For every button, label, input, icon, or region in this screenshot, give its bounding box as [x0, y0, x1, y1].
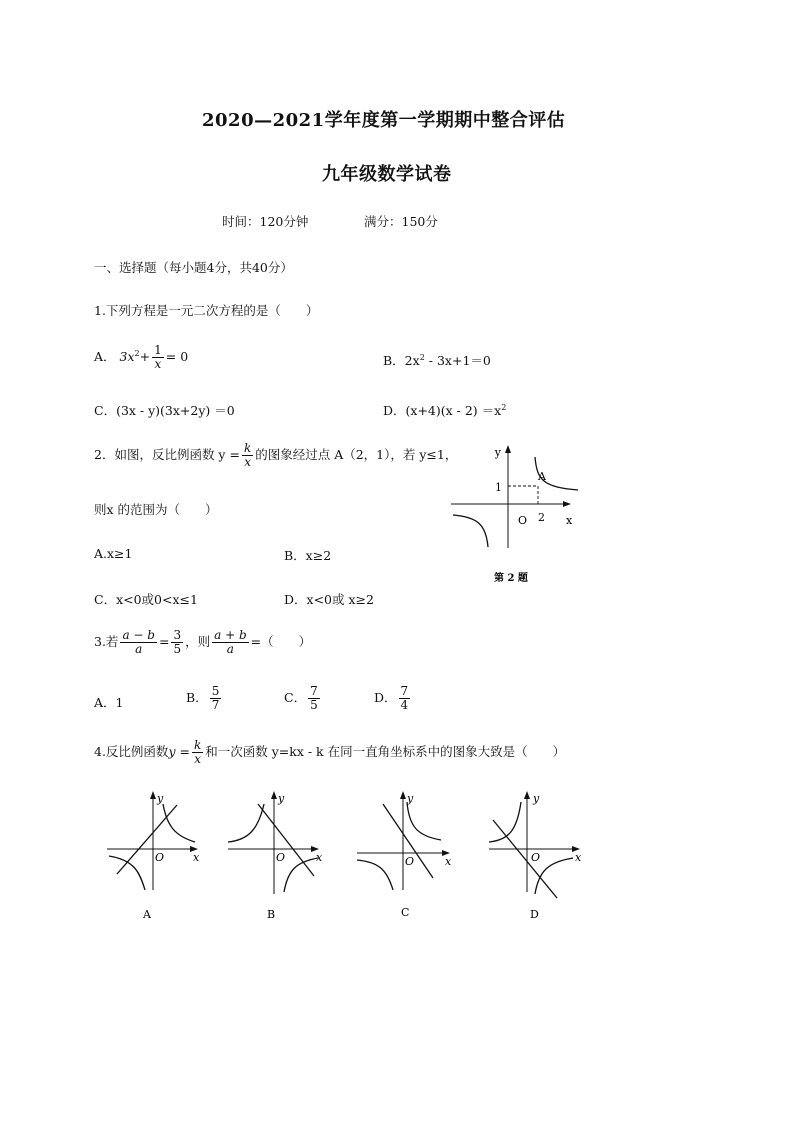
q4-graph-a [105, 790, 205, 925]
x-label: x [445, 855, 452, 868]
q2-option-c: C．x<0或0<x≤1 [94, 592, 198, 607]
fraction-den: 5 [173, 642, 182, 656]
tick-label-2: 2 [538, 511, 545, 524]
y-label: y [494, 446, 501, 459]
section-heading: 一、选择题（每小题4分，共40分） [94, 260, 293, 275]
x-label: x [566, 514, 573, 527]
q1-stem: 1.下列方程是一元二次方程的是（ ） [94, 303, 319, 318]
stem-text: 2．如图，反比例函数 y = [94, 447, 240, 462]
option-tail: - 3x+1＝0 [424, 353, 491, 368]
exponent: 2 [134, 348, 140, 358]
option-label: C． [284, 690, 307, 705]
hyperbola-branch-right [535, 858, 573, 894]
fraction-num: a − b [122, 628, 155, 642]
x-axis-arrow-icon [563, 501, 571, 507]
q4-stem [94, 739, 565, 766]
q4-graph-b [226, 790, 326, 925]
y-axis-arrow-icon [505, 445, 511, 453]
y-label: y [407, 792, 414, 805]
q2-figure [448, 445, 588, 590]
y-axis-arrow-icon [271, 791, 277, 799]
stem-text: 的图象经过点 A（2，1），若 y≤1， [255, 447, 458, 462]
q3-option-d [374, 685, 412, 712]
fraction-den: a [226, 642, 234, 656]
q1-option-d [383, 401, 506, 419]
fraction-den: x [194, 752, 201, 766]
q4-graph-d [487, 790, 587, 925]
fraction-3 [212, 629, 249, 656]
y-label: y [157, 792, 164, 805]
tick-label-1: 1 [495, 481, 502, 494]
q3-option-b [186, 685, 223, 712]
option-label: B． [186, 690, 208, 705]
fraction-num: 3 [173, 628, 182, 642]
fraction [152, 344, 164, 371]
fraction-num: k [193, 738, 202, 752]
fraction-num: 7 [400, 684, 409, 698]
q3-stem [94, 629, 311, 656]
fraction-2 [171, 629, 183, 656]
fraction-num: 5 [211, 684, 220, 698]
origin-label: O [155, 851, 165, 864]
q3-option-a: A．1 [94, 695, 124, 710]
stem-text: 和一次函数 y=kx - k 在同一直角坐标系中的图象大致是（ ） [205, 744, 566, 759]
hyperbola-branch-left [453, 515, 488, 547]
hyperbola-branch-right [163, 804, 195, 842]
option-label: A． [94, 349, 116, 364]
fraction [308, 685, 320, 712]
option-text: B．2x [383, 353, 420, 368]
stem-text: =（ ） [250, 634, 312, 649]
hyperbola-branch-left [228, 804, 264, 842]
q2-option-b: B．x≥2 [284, 548, 332, 563]
fraction-den: 7 [211, 698, 220, 712]
graph-letter: D [530, 908, 539, 921]
point-a-label: A [538, 470, 546, 483]
hyperbola-branch-right [407, 802, 441, 840]
plus-sign: + [139, 349, 151, 364]
fraction-den: 5 [310, 698, 318, 712]
exam-subtitle: 九年级数学试卷 [322, 164, 452, 185]
origin-label: O [531, 851, 541, 864]
q2-stem [94, 442, 457, 469]
fraction-den: x [154, 357, 162, 371]
graph-letter: A [143, 908, 151, 921]
option-text: D．(x+4)(x - 2) ＝x [383, 403, 502, 418]
hyperbola-branch-left [357, 860, 393, 890]
fraction-1 [120, 629, 157, 656]
fraction-num: 7 [310, 684, 318, 698]
exponent: 2 [419, 352, 425, 362]
q2-option-d: D．x<0或 x≥2 [284, 592, 374, 607]
line-graph [117, 805, 177, 874]
x-label: x [193, 851, 200, 864]
q4-graph-c [355, 790, 455, 925]
fraction-num: k [243, 441, 252, 455]
math-tail: = 0 [165, 349, 189, 364]
fraction-num: 1 [154, 343, 162, 357]
q3-option-c [284, 685, 322, 712]
q2-option-a: A.x≥1 [94, 546, 133, 561]
origin-label: O [276, 851, 286, 864]
figure-caption: 第 2 题 [494, 573, 528, 584]
exponent: 2 [501, 402, 507, 412]
fraction-den: x [244, 455, 251, 469]
fraction-num: a + b [214, 628, 247, 642]
fraction [210, 685, 222, 712]
stem-text: 3.若 [94, 634, 119, 649]
fraction [399, 685, 411, 712]
stem-text: ，则 [185, 634, 211, 649]
math-expr: 3x [119, 349, 135, 364]
fraction-den: a [135, 642, 143, 656]
q1-option-c: C．(3x - y)(3x+2y) ＝0 [94, 403, 235, 418]
q1-option-b [383, 351, 491, 369]
fraction [192, 739, 203, 766]
x-label: x [316, 851, 323, 864]
x-label: x [575, 851, 582, 864]
graph-letter: C [401, 906, 410, 919]
math-y: y = [168, 744, 190, 759]
hyperbola-branch-left [109, 856, 145, 890]
y-axis-arrow-icon [150, 791, 156, 799]
stem-text: 4.反比例函数 [94, 744, 169, 759]
origin-label: O [405, 855, 415, 868]
fraction [242, 442, 253, 469]
y-axis-arrow-icon [400, 791, 406, 799]
exam-time: 时间：120分钟 [222, 214, 309, 229]
y-label: y [278, 792, 285, 805]
line-graph [493, 820, 557, 898]
exam-score: 满分：150分 [364, 214, 438, 229]
q2-stem-line2: 则x 的范围为（ ） [94, 502, 218, 517]
option-label: D． [374, 690, 397, 705]
q1-option-a [94, 344, 188, 371]
y-axis-arrow-icon [524, 791, 530, 799]
graph-letter: B [267, 908, 276, 921]
line-graph [258, 804, 314, 876]
origin-label: O [518, 514, 528, 527]
equals-sign: = [158, 634, 170, 649]
y-label: y [533, 792, 540, 805]
exam-title: 2020—2021学年度第一学期期中整合评估 [202, 110, 566, 131]
fraction-den: 4 [400, 698, 409, 712]
hyperbola-branch-left [489, 802, 521, 842]
